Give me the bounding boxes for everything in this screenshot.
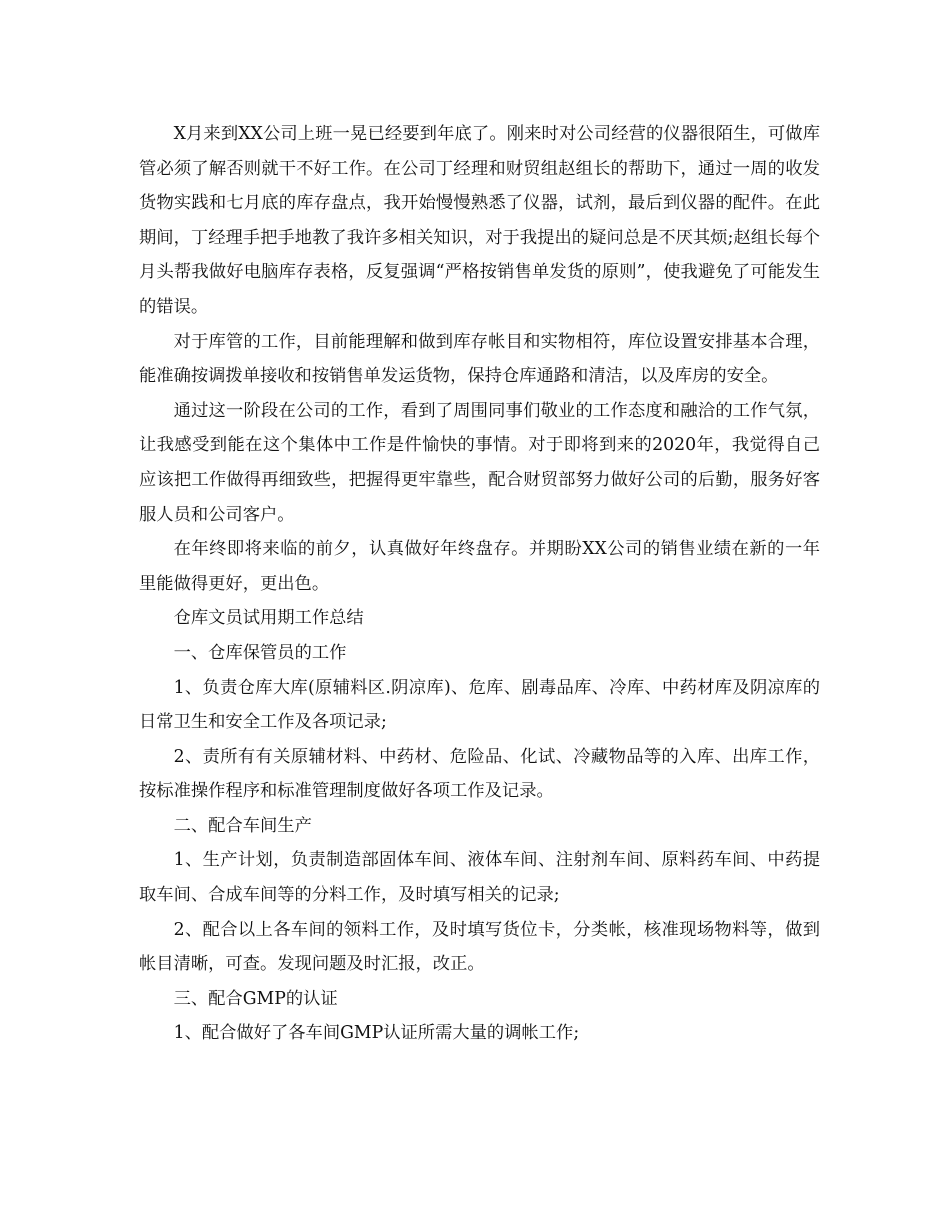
list-item-1-2: 2、责所有有关原辅材料、中药材、危险品、化试、冷藏物品等的入库、出库工作，按标准操作程序和标准管理制度做好各项工作及记录。 <box>139 746 820 802</box>
paragraph-year-end: 在年终即将来临的前夕，认真做好年终盘存。并期盼XX公司的销售业绩在新的一年里能做得更好，更出色。 <box>139 539 820 594</box>
section-title: 仓库文员试用期工作总结 <box>173 608 364 629</box>
list-item-1-1: 1、负责仓库大库(原辅料区.阴凉库)、危库、剧毒品库、冷库、中药材库及阴凉库的日常卫生和安全工作及各项记录; <box>139 677 820 733</box>
heading-section-3: 三、配合GMP的认证 <box>173 988 338 1009</box>
paragraph-reflection: 通过这一阶段在公司的工作，看到了周围同事们敬业的工作态度和融洽的工作气氛，让我感受到能在这个集体中工作是件愉快的事情。对于即将到来的2020年，我觉得自己应该把工作做得再细致些，把握得更牢靠些，配合财贸部努力做好公司的后勤，服务好客服人员和公司客户。 <box>139 400 820 525</box>
list-item-2-2: 2、配合以上各车间的领料工作，及时填写货位卡，分类帐，核准现场物料等，做到帐目清晰，可查。发现问题及时汇报，改正。 <box>139 919 820 975</box>
paragraph-intro: X月来到XX公司上班一晃已经要到年底了。刚来时对公司经营的仪器很陌生，可做库管必须了解否则就干不好工作。在公司丁经理和财贸组赵组长的帮助下，通过一周的收发货物实践和七月底的库存盘点，我开始慢慢熟悉了仪器，试剂，最后到仪器的配件。在此期间，丁经理手把手地教了我许多相关知识，对于我提出的疑问总是不厌其烦;赵组长每个月头帮我做好电脑库存表格，反复强调“严格按销售单发货的原则”，使我避免了可能发生的错误。 <box>139 124 820 317</box>
list-item-2-1: 1、生产计划，负责制造部固体车间、液体车间、注射剂车间、原料药车间、中药提取车间、合成车间等的分料工作，及时填写相关的记录; <box>139 850 820 906</box>
document-body <box>139 117 820 1051</box>
paragraph-warehouse-duties: 对于库管的工作，目前能理解和做到库存帐目和实物相符，库位设置安排基本合理，能准确按调拨单接收和按销售单发运货物，保持仓库通路和清洁，以及库房的安全。 <box>139 331 820 387</box>
heading-section-1: 一、仓库保管员的工作 <box>173 642 347 663</box>
heading-section-2: 二、配合车间生产 <box>173 815 312 836</box>
list-item-3-1: 1、配合做好了各车间GMP认证所需大量的调帐工作; <box>173 1023 580 1044</box>
